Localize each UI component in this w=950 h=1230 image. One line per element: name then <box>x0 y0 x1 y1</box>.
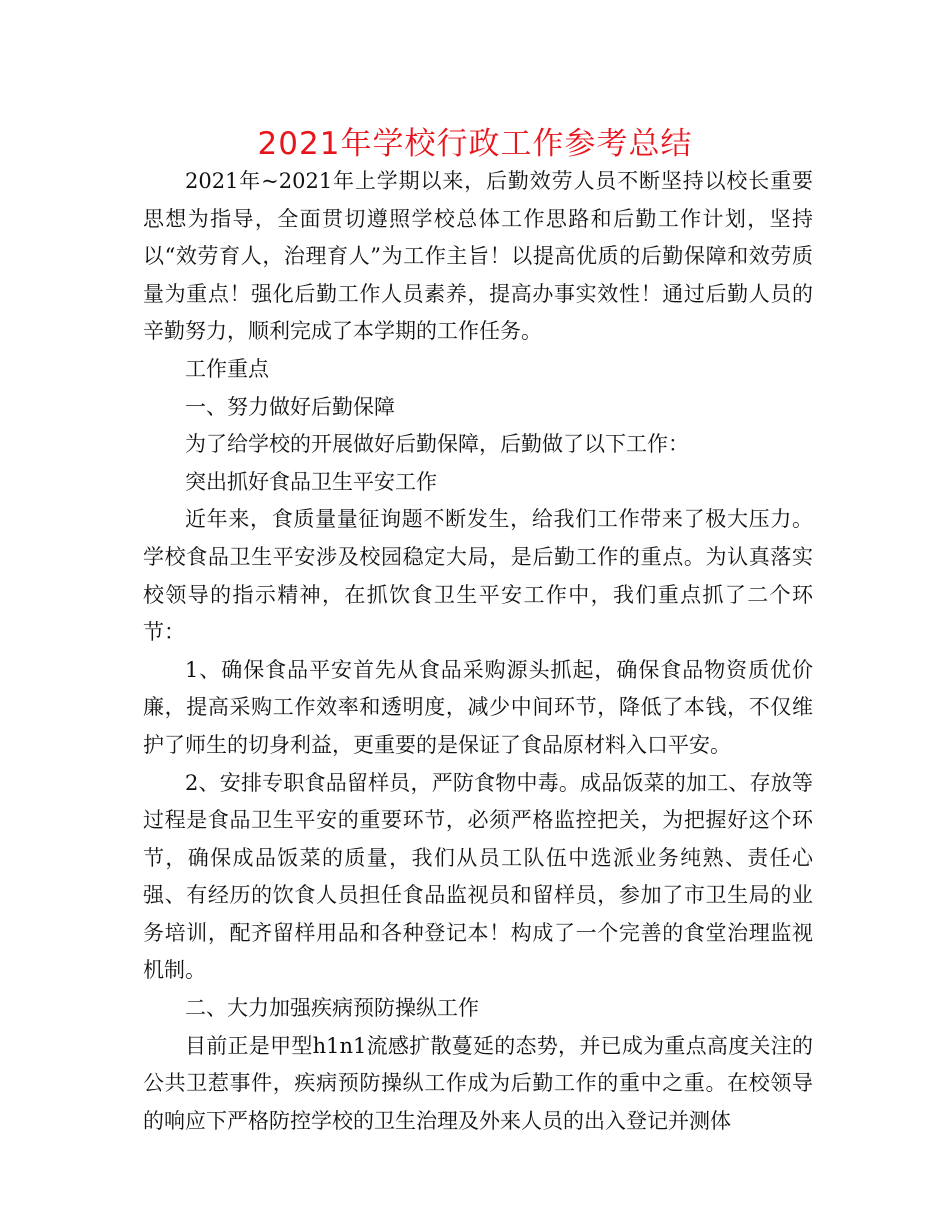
paragraph-disease-prevention: 目前正是甲型h1n1流感扩散蔓延的态势，并已成为重点高度关注的公共卫惹事件，疾病预防操纵工作成为后勤工作的重中之重。在校领导的响应下严格防控学校的卫生治理及外来人员的出入登记并测体 <box>143 1033 813 1133</box>
document-body <box>143 163 813 1140</box>
heading-food-safety: 突出抓好食品卫生平安工作 <box>185 469 437 494</box>
heading-section-2: 二、大力加强疾病预防操纵工作 <box>185 996 479 1021</box>
paragraph-item-2: 2、安排专职食品留样员，严防食物中毒。成品饭菜的加工、存放等过程是食品卫生平安的重要环节，必须严格监控把关，为把握好这个环节，确保成品饭菜的质量，我们从员工队伍中选派业务纯熟、责任心强、有经历的饮食人员担任食品监视员和留样员，参加了市卫生局的业务培训，配齐留样用品和各种登记本！构成了一个完善的食堂治理监视机制。 <box>143 770 813 983</box>
paragraph-section-1-intro: 为了给学校的开展做好后勤保障，后勤做了以下工作： <box>185 432 689 457</box>
document-title: 2021年学校行政工作参考总结 <box>257 126 693 162</box>
heading-section-1: 一、努力做好后勤保障 <box>185 394 395 419</box>
paragraph-food-safety: 近年来，食质量量征询题不断发生，给我们工作带来了极大压力。学校食品卫生平安涉及校园稳定大局，是后勤工作的重点。为认真落实校领导的指示精神，在抓饮食卫生平安工作中，我们重点抓了二个环节： <box>143 507 813 645</box>
paragraph-item-1: 1、确保食品平安首先从食品采购源头抓起，确保食品物资质优价廉，提高采购工作效率和透明度，减少中间环节，降低了本钱，不仅维护了师生的切身利益，更重要的是保证了食品原材料入口平安。 <box>143 657 813 757</box>
heading-work-focus: 工作重点 <box>185 356 269 381</box>
paragraph-intro: 2021年~2021年上学期以来，后勤效劳人员不断坚持以校长重要思想为指导，全面贯切遵照学校总体工作思路和后勤工作计划，坚持以“效劳育人，治理育人”为工作主旨！以提高优质的后勤保障和效劳质量为重点！强化后勤工作人员素养，提高办事实效性！通过后勤人员的辛勤努力，顺利完成了本学期的工作任务。 <box>143 169 813 344</box>
